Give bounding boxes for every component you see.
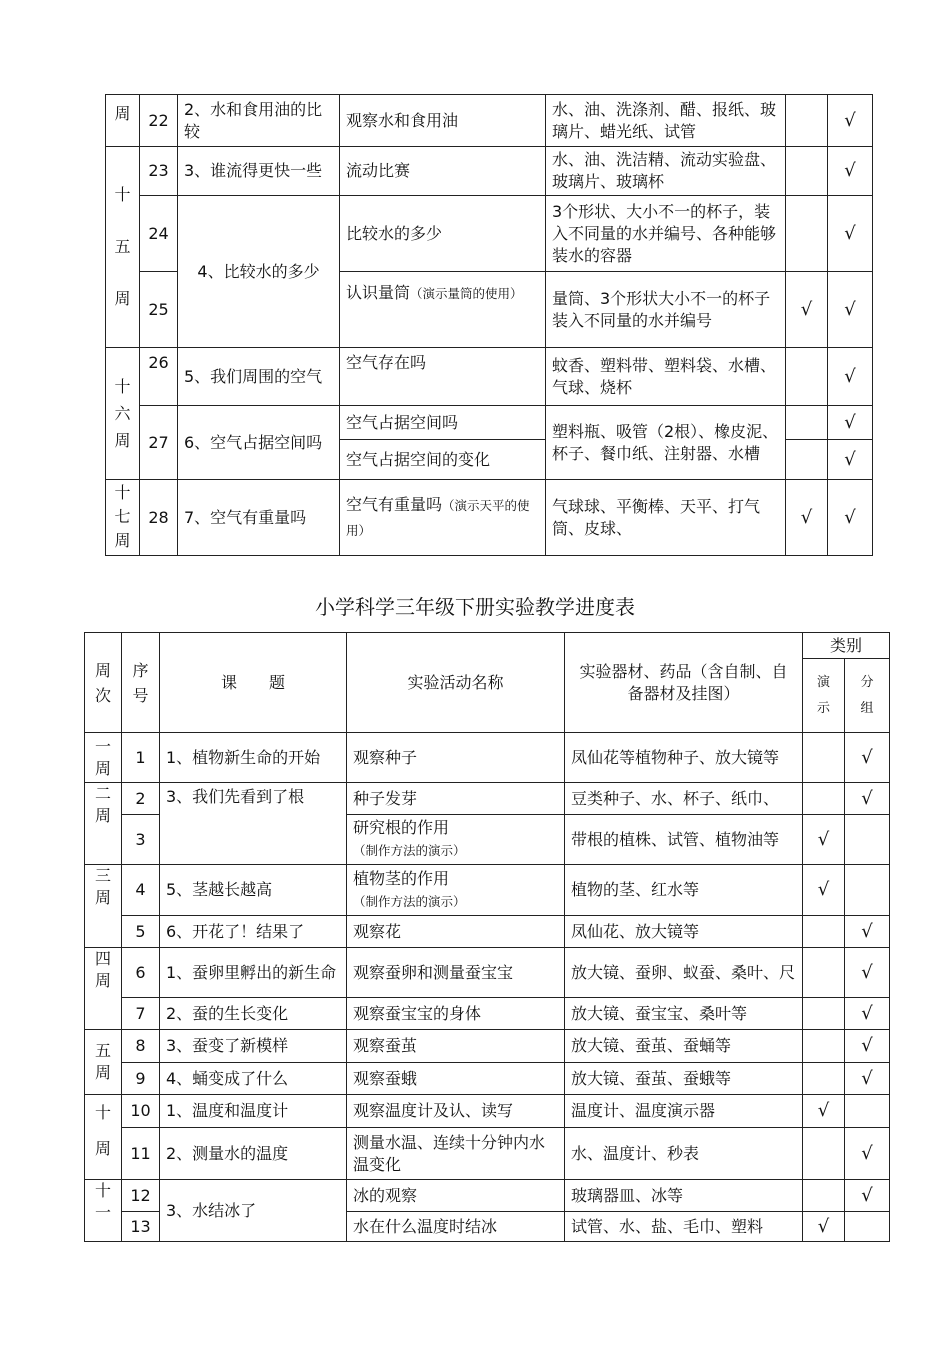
week-cell: 周: [106, 95, 140, 147]
demo-cell: √: [803, 815, 845, 865]
number-cell: 25: [140, 272, 178, 348]
activity-cell: 观察蚕宝宝的身体: [347, 998, 565, 1030]
materials-cell: 玻璃器皿、冰等: [565, 1180, 803, 1212]
number-cell: 27: [140, 406, 178, 480]
topic-cell: 3、蚕变了新模样: [160, 1030, 347, 1063]
materials-cell: 水、油、洗涤剂、醋、报纸、玻璃片、蜡光纸、试管: [546, 95, 786, 147]
topic-cell: 2、蚕的生长变化: [160, 998, 347, 1030]
demo-cell: [803, 916, 845, 948]
topic-cell: 1、蚕卵里孵出的新生命: [160, 948, 347, 998]
table-row: [85, 1063, 890, 1095]
materials-cell: 植物的茎、红水等: [565, 865, 803, 916]
week-label: 三周: [95, 866, 112, 907]
header-group-label: 分组: [860, 674, 874, 716]
topic-cell: 1、温度和温度计: [160, 1095, 347, 1128]
schedule-title: 小学科学三年级下册实验教学进度表: [315, 595, 635, 619]
topic-cell: 3、谁流得更快一些: [178, 147, 340, 196]
experiment-table-continued: [105, 94, 873, 556]
activity-cell: 观察温度计及认、读写: [347, 1095, 565, 1128]
activity-cell: [347, 815, 565, 865]
number-cell: 7: [122, 998, 160, 1030]
group-cell: √: [845, 1128, 890, 1180]
group-cell: [845, 815, 890, 865]
materials-cell: 放大镜、蚕茧、蚕蛹等: [565, 1030, 803, 1063]
group-cell: √: [828, 440, 873, 480]
demo-cell: √: [803, 1212, 845, 1242]
activity-cell: 水在什么温度时结冰: [347, 1212, 565, 1242]
number-cell: 3: [122, 815, 160, 865]
experiment-schedule-table: [84, 632, 890, 1242]
table-row: [85, 1180, 890, 1212]
materials-cell: 放大镜、蚕宝宝、桑叶等: [565, 998, 803, 1030]
group-cell: [845, 865, 890, 916]
group-cell: √: [845, 733, 890, 783]
number-cell: 1: [122, 733, 160, 783]
number-cell: 23: [140, 147, 178, 196]
materials-cell: 凤仙花、放大镜等: [565, 916, 803, 948]
activity-cell: 空气占据空间吗: [340, 406, 546, 440]
demo-cell: [803, 1180, 845, 1212]
activity-note: （演示量筒的使用）: [410, 286, 523, 301]
header-row: [85, 633, 890, 659]
group-cell: √: [845, 1063, 890, 1095]
topic-cell: 2、水和食用油的比较: [178, 95, 340, 147]
activity-cell: 测量水温、连续十分钟内水温变化: [347, 1128, 565, 1180]
header-demo-label: 演示: [816, 674, 830, 716]
week-label: 十一: [95, 1181, 112, 1222]
group-cell: √: [845, 1180, 890, 1212]
group-cell: √: [845, 783, 890, 815]
activity-cell: 观察蚕卵和测量蚕宝宝: [347, 948, 565, 998]
group-cell: √: [828, 348, 873, 406]
group-cell: √: [828, 406, 873, 440]
activity-cell: 观察水和食用油: [340, 95, 546, 147]
demo-cell: [786, 440, 828, 480]
week-label: 十七周: [114, 483, 131, 550]
table-row: [106, 196, 873, 272]
header-week: [85, 633, 122, 733]
demo-cell: [786, 406, 828, 440]
number-cell: 8: [122, 1030, 160, 1063]
group-cell: √: [845, 998, 890, 1030]
week-label: 五周: [95, 1041, 112, 1082]
number-cell: 6: [122, 948, 160, 998]
group-cell: √: [845, 948, 890, 998]
topic-cell: 5、我们周围的空气: [178, 348, 340, 406]
header-week-label: 周次: [95, 660, 112, 705]
demo-cell: [803, 1030, 845, 1063]
number-cell: 12: [122, 1180, 160, 1212]
materials-cell: 蚊香、塑料带、塑料袋、水槽、气球、烧杯: [546, 348, 786, 406]
activity-name: 研究根的作用: [353, 818, 450, 837]
week-cell: [85, 865, 122, 948]
table-row: [85, 916, 890, 948]
materials-cell: 3个形状、大小不一的杯子，装入不同量的水并编号、各种能够装水的容器: [546, 196, 786, 272]
week-label: 十周: [95, 1103, 112, 1158]
week-label: 四周: [95, 949, 112, 990]
demo-cell: √: [786, 480, 828, 556]
number-cell: 13: [122, 1212, 160, 1242]
header-group: [845, 659, 890, 733]
group-cell: √: [828, 480, 873, 556]
topic-cell: 6、开花了！结果了: [160, 916, 347, 948]
header-materials: 实验器材、药品（含自制、自备器材及挂图）: [565, 633, 803, 733]
topic-cell: 1、植物新生命的开始: [160, 733, 347, 783]
table-row: [85, 1128, 890, 1180]
topic-cell: 7、空气有重量吗: [178, 480, 340, 556]
table-row: [85, 733, 890, 783]
topic-cell: 3、我们先看到了根: [160, 783, 347, 865]
demo-cell: [803, 783, 845, 815]
demo-cell: [803, 1063, 845, 1095]
number-cell: 2: [122, 783, 160, 815]
week-cell: [106, 348, 140, 480]
group-cell: [845, 1212, 890, 1242]
table-row: [85, 865, 890, 916]
table-row: [106, 480, 873, 556]
demo-cell: [803, 998, 845, 1030]
table-row: [106, 348, 873, 406]
materials-cell: 凤仙花等植物种子、放大镜等: [565, 733, 803, 783]
topic-cell: 4、蛹变成了什么: [160, 1063, 347, 1095]
activity-cell: [340, 272, 546, 348]
topic-cell: 3、水结冰了: [160, 1180, 347, 1242]
table-row: [106, 406, 873, 440]
demo-cell: [786, 95, 828, 147]
week-cell: [85, 1180, 122, 1242]
activity-cell: [340, 480, 546, 556]
demo-cell: [786, 348, 828, 406]
demo-cell: [803, 733, 845, 783]
number-cell: 26: [140, 348, 178, 406]
week-label: 一周: [95, 736, 112, 778]
number-cell: 10: [122, 1095, 160, 1128]
activity-cell: 观察蚕蛾: [347, 1063, 565, 1095]
header-demo: [803, 659, 845, 733]
table-row: [106, 95, 873, 147]
week-cell: [85, 948, 122, 1030]
materials-cell: 温度计、温度演示器: [565, 1095, 803, 1128]
week-label: 十五周: [114, 185, 131, 308]
activity-cell: 观察蚕茧: [347, 1030, 565, 1063]
table-row: [85, 783, 890, 815]
table-row: [85, 948, 890, 998]
activity-cell: 空气占据空间的变化: [340, 440, 546, 480]
demo-cell: √: [803, 865, 845, 916]
materials-cell: 豆类种子、水、杯子、纸巾、: [565, 783, 803, 815]
week-cell: [85, 1030, 122, 1095]
activity-cell: 冰的观察: [347, 1180, 565, 1212]
activity-note: （制作方法的演示）: [353, 843, 466, 858]
materials-cell: 试管、水、盐、毛巾、塑料: [565, 1212, 803, 1242]
demo-cell: √: [803, 1095, 845, 1128]
week-cell: [85, 783, 122, 865]
number-cell: 22: [140, 95, 178, 147]
number-cell: 4: [122, 865, 160, 916]
activity-cell: [347, 865, 565, 916]
header-topic: 课 题: [160, 633, 347, 733]
demo-cell: [803, 1128, 845, 1180]
activity-note: （演示天平的使用）: [346, 497, 530, 538]
demo-cell: [786, 196, 828, 272]
activity-cell: 比较水的多少: [340, 196, 546, 272]
header-activity: 实验活动名称: [347, 633, 565, 733]
activity-name: 植物茎的作用: [353, 868, 450, 888]
table-row: [106, 147, 873, 196]
group-cell: √: [828, 95, 873, 147]
group-cell: √: [845, 916, 890, 948]
materials-cell: 量筒、3个形状大小不一的杯子装入不同量的水并编号: [546, 272, 786, 348]
table-row: [85, 1095, 890, 1128]
group-cell: √: [845, 1030, 890, 1063]
number-cell: 11: [122, 1128, 160, 1180]
activity-cell: 流动比赛: [340, 147, 546, 196]
activity-cell: 种子发芽: [347, 783, 565, 815]
header-category: 类别: [803, 633, 890, 659]
number-cell: 9: [122, 1063, 160, 1095]
week-cell: [85, 1095, 122, 1180]
group-cell: √: [828, 196, 873, 272]
activity-name: 空气有重量吗: [346, 494, 443, 514]
topic-cell: 6、空气占据空间吗: [178, 406, 340, 480]
week-cell: [106, 480, 140, 556]
demo-cell: [786, 147, 828, 196]
activity-cell: 观察种子: [347, 733, 565, 783]
topic-cell: 5、茎越长越高: [160, 865, 347, 916]
week-cell: [106, 147, 140, 348]
number-cell: 28: [140, 480, 178, 556]
activity-cell: 观察花: [347, 916, 565, 948]
group-cell: √: [828, 147, 873, 196]
week-cell: [85, 733, 122, 783]
activity-name: 认识量筒: [346, 283, 411, 302]
week-label: 十六周: [114, 377, 131, 450]
number-cell: 24: [140, 196, 178, 272]
week-label: 二周: [95, 784, 112, 825]
materials-cell: 塑料瓶、吸管（2根）、橡皮泥、杯子、餐巾纸、注射器、水槽: [546, 406, 786, 480]
topic-cell: 4、比较水的多少: [178, 196, 340, 348]
materials-cell: 气球球、平衡棒、天平、打气筒、皮球、: [546, 480, 786, 556]
materials-cell: 带根的植株、试管、植物油等: [565, 815, 803, 865]
demo-cell: √: [786, 272, 828, 348]
materials-cell: 水、油、洗洁精、流动实验盘、玻璃片、玻璃杯: [546, 147, 786, 196]
demo-cell: [803, 948, 845, 998]
group-cell: √: [828, 272, 873, 348]
materials-cell: 水、温度计、秒表: [565, 1128, 803, 1180]
header-number-label: 序号: [132, 660, 149, 705]
number-cell: 5: [122, 916, 160, 948]
activity-cell: 空气存在吗: [340, 348, 546, 406]
materials-cell: 放大镜、蚕卵、蚁蚕、桑叶、尺: [565, 948, 803, 998]
table-row: [85, 1030, 890, 1063]
group-cell: [845, 1095, 890, 1128]
table-row: [85, 998, 890, 1030]
materials-cell: 放大镜、蚕茧、蚕蛾等: [565, 1063, 803, 1095]
topic-cell: 2、测量水的温度: [160, 1128, 347, 1180]
header-number: [122, 633, 160, 733]
activity-note: （制作方法的演示）: [353, 893, 466, 909]
